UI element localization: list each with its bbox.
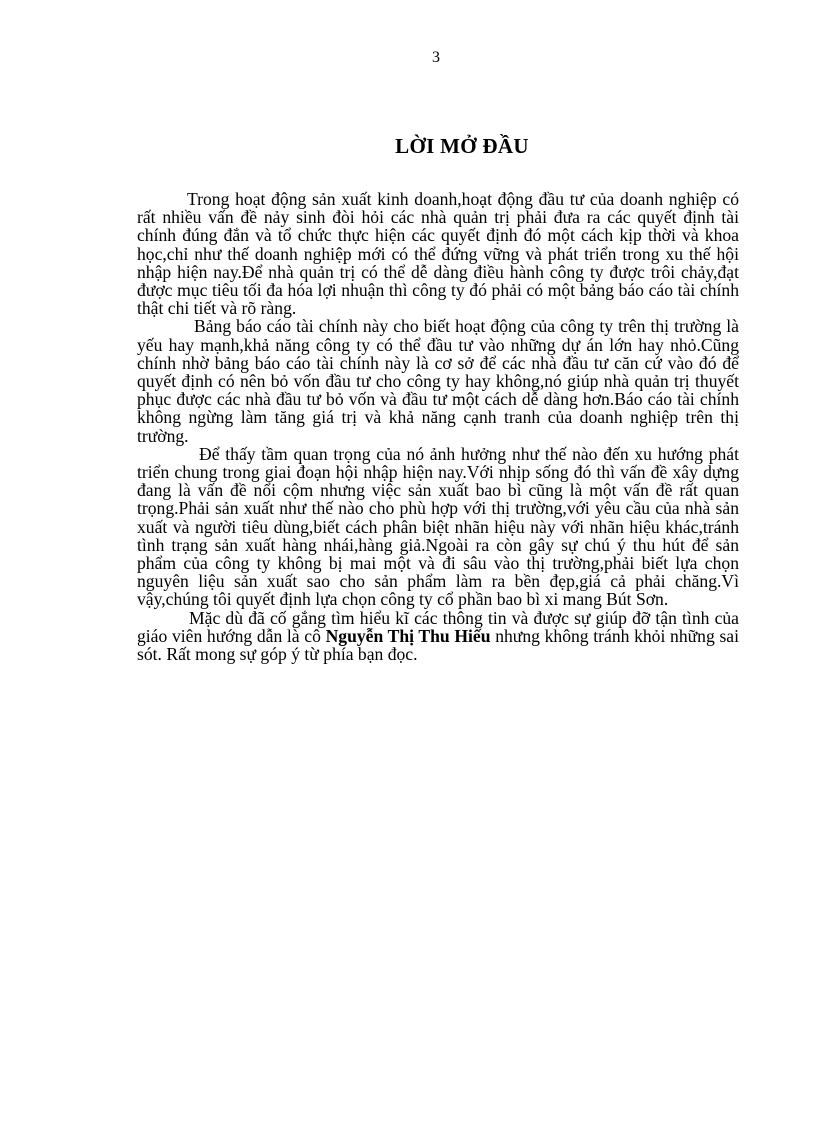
page-number: 3 <box>432 49 440 66</box>
paragraph-financial-report: Bảng báo cáo tài chính này cho biết hoạt động của công ty trên thị trường là yếu hay mạnh,khả năng công ty có thể đầu tư vào những dự án lớn hay nhỏ.Cũng chính nhờ bảng báo cáo tài chính này là cơ sở để các nhà đầu tư căn cứ vào đó để quyết định có nên bỏ vốn đầu tư cho công ty hay không,nó giúp nhà quản trị thuyết phục được các nhà đầu tư bỏ vốn và đầu tư một cách dễ dàng hơn.Báo cáo tài chính không ngừng làm tăng giá trị và khả năng cạnh tranh của doanh nghiệp trên thị trường. <box>137 316 739 446</box>
paragraph-acknowledgement <box>137 609 739 664</box>
page-title: LỜI MỞ ĐẦU <box>395 134 529 158</box>
acknowledgement-text-before: Mặc dù đã cố gắng tìm hiểu kĩ các thông tin và được sự giúp đỡ tận tình của giáo viên hướng dẫn là cô <box>137 607 739 646</box>
advisor-name: Nguyễn Thị Thu Hiếu <box>325 625 491 646</box>
acknowledgement-text-after: nhưng không tránh khỏi những sai sót. Rất mong sự góp ý từ phía bạn đọc. <box>137 625 739 665</box>
document-body <box>137 190 739 663</box>
paragraph-importance: Để thấy tầm quan trọng của nó ảnh hưởng như thế nào đến xu hướng phát triển chung trong giai đoạn hội nhập hiện nay.Với nhịp sống đó thì vấn đề xây dựng đang là vấn đề nổi cộm nhưng việc sản xuất bao bì cũng là một vấn đề rất quan trọng.Phải sản xuất như thế nào cho phù hợp với thị trường,với yêu cầu của nhà sản xuất và người tiêu dùng,biết cách phân biệt nhãn hiệu này với nhãn hiệu khác,tránh tình trạng sản xuất hàng nhái,hàng giả.Ngoài ra còn gây sự chú ý thu hút để sản phẩm của công ty không bị mai một và đi sâu vào thị trường,phải biết lựa chọn nguyên liệu sản xuất sao cho sản phẩm làm ra bền đẹp,giá cả phải chăng.Vì vậy,chúng tôi quyết định lựa chọn công ty cổ phần bao bì xi mang Bút Sơn. <box>137 443 739 610</box>
paragraph-intro: Trong hoạt động sản xuất kinh doanh,hoạt động đầu tư của doanh nghiệp có rất nhiều vấn đề nảy sinh đòi hỏi các nhà quản trị phải đưa ra các quyết định tài chính đúng đắn và tổ chức thực hiện các quyết định đó một cách kịp thời và khoa học,chỉ như thế doanh nghiệp mới có thể đứng vững và phát triển trong xu thế hội nhập hiện nay.Để nhà quản trị có thể dễ dàng điều hành công ty được trôi chảy,đạt được mục tiêu tối đa hóa lợi nhuận thì công ty đó phải có một bảng báo cáo tài chính thật chi tiết và rõ ràng. <box>137 189 739 319</box>
